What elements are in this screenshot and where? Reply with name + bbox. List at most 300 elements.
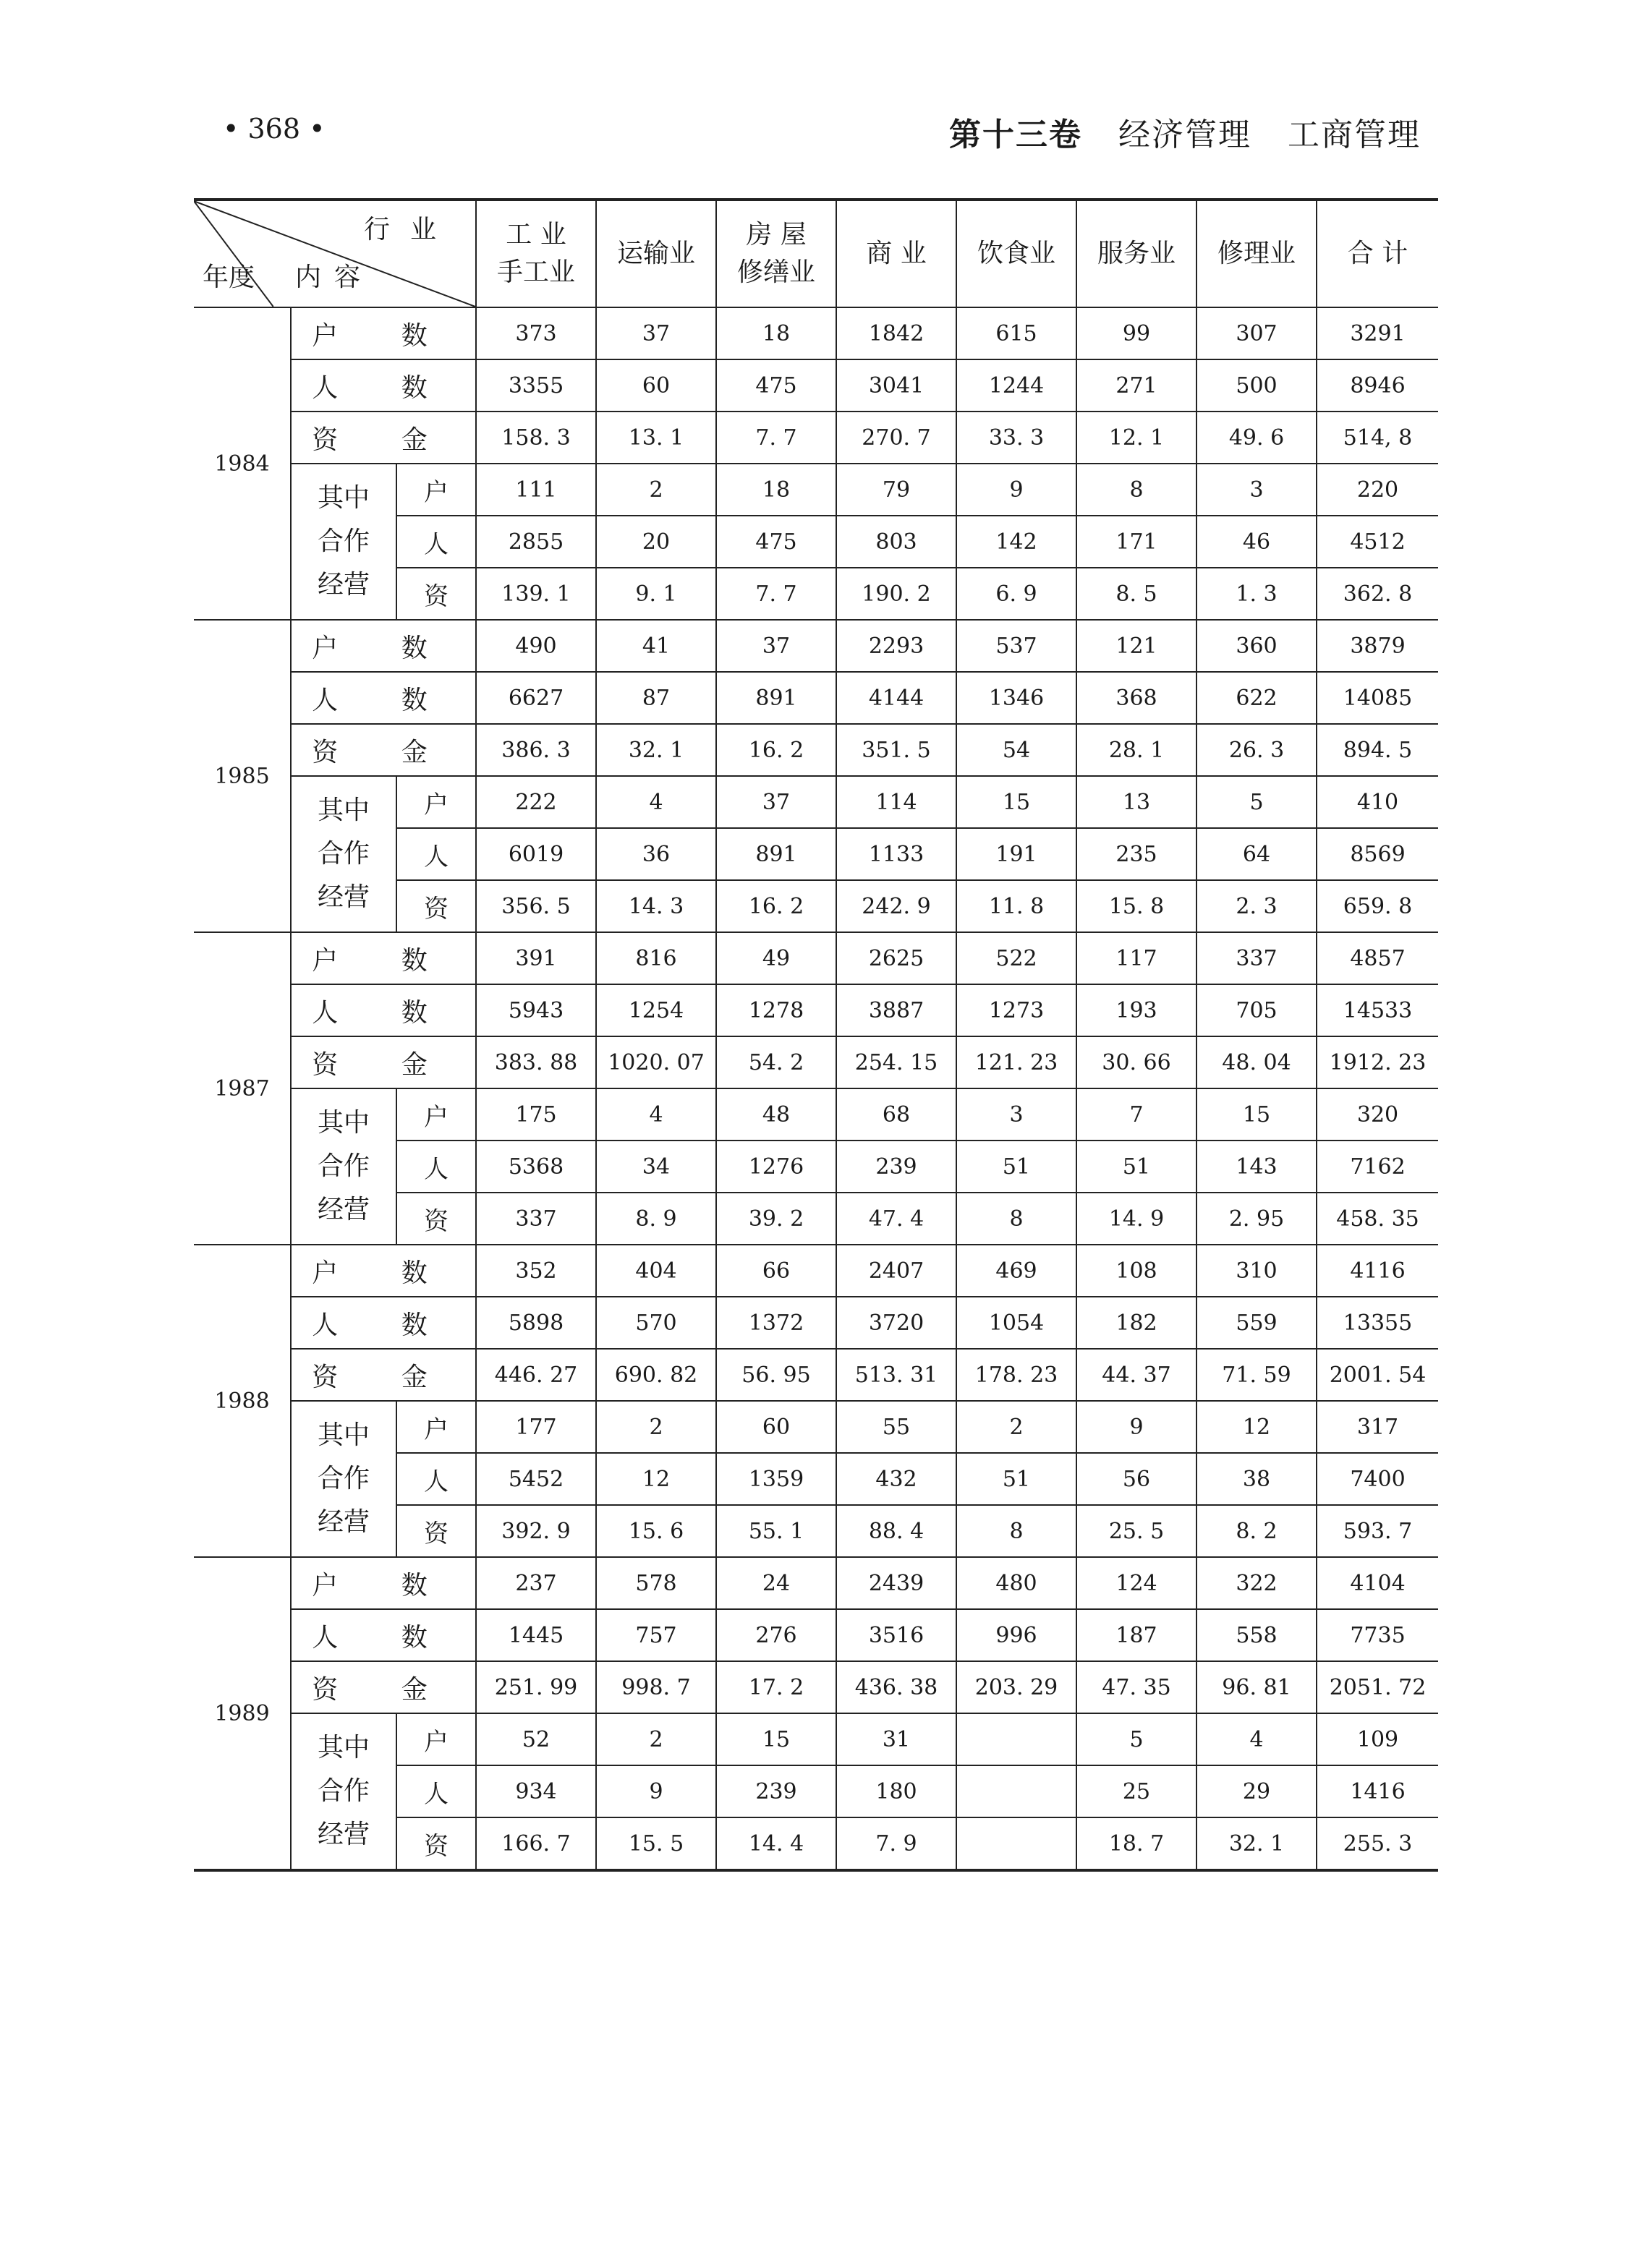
value-cell: 998. 7: [596, 1661, 716, 1713]
value-cell: 54: [956, 724, 1076, 776]
row-label: 户 数: [291, 620, 476, 672]
value-cell: 469: [956, 1245, 1076, 1297]
year-cell: 1989: [194, 1557, 291, 1870]
value-cell: 14. 9: [1076, 1193, 1196, 1245]
value-cell: 111: [476, 464, 596, 516]
value-cell: 14. 4: [716, 1817, 836, 1870]
value-cell: 220: [1317, 464, 1438, 516]
value-cell: 1372: [716, 1297, 836, 1349]
value-cell: 16. 2: [716, 724, 836, 776]
value-cell: 514, 8: [1317, 412, 1438, 464]
value-cell: 4: [1196, 1713, 1317, 1765]
value-cell: 6. 9: [956, 568, 1076, 620]
value-cell: 51: [956, 1453, 1076, 1505]
value-cell: 117: [1076, 932, 1196, 984]
value-cell: 356. 5: [476, 880, 596, 932]
value-cell: 3041: [836, 359, 956, 412]
value-cell: 9: [956, 464, 1076, 516]
value-cell: 816: [596, 932, 716, 984]
value-cell: 2439: [836, 1557, 956, 1609]
value-cell: 178. 23: [956, 1349, 1076, 1401]
value-cell: 352: [476, 1245, 596, 1297]
value-cell: 79: [836, 464, 956, 516]
value-cell: 38: [1196, 1453, 1317, 1505]
value-cell: 87: [596, 672, 716, 724]
diagonal-header-cell: [194, 200, 476, 307]
value-cell: 615: [956, 307, 1076, 359]
value-cell: 142: [956, 516, 1076, 568]
cooperative-label-line: 其中: [317, 1733, 370, 1762]
value-cell: 5: [1076, 1713, 1196, 1765]
year-cell: 1984: [194, 307, 291, 620]
value-cell: 17. 2: [716, 1661, 836, 1713]
value-cell: 109: [1317, 1713, 1438, 1765]
table-row: [194, 1245, 1438, 1297]
value-cell: 4: [596, 1088, 716, 1141]
column-header: 服务业: [1076, 200, 1196, 307]
cooperative-label-line: 经营: [317, 570, 370, 600]
value-cell: 1276: [716, 1141, 836, 1193]
sub-row-label: 户: [396, 1401, 476, 1453]
value-cell: 11. 8: [956, 880, 1076, 932]
value-cell: 12: [596, 1453, 716, 1505]
value-cell: 7. 7: [716, 568, 836, 620]
value-cell: 29: [1196, 1765, 1317, 1817]
value-cell: 2001. 54: [1317, 1349, 1438, 1401]
cooperative-label-line: 经营: [317, 882, 370, 912]
value-cell: [956, 1765, 1076, 1817]
sub-row-label: 户: [396, 1088, 476, 1141]
value-cell: 99: [1076, 307, 1196, 359]
row-label: 人 数: [291, 359, 476, 412]
table-row: [194, 620, 1438, 672]
value-cell: 3879: [1317, 620, 1438, 672]
value-cell: 5368: [476, 1141, 596, 1193]
value-cell: 2: [596, 464, 716, 516]
value-cell: 337: [1196, 932, 1317, 984]
cooperative-label-line: 经营: [317, 1195, 370, 1224]
column-header: 合 计: [1317, 200, 1438, 307]
value-cell: 12. 1: [1076, 412, 1196, 464]
sub-row-label: 人: [396, 1765, 476, 1817]
cooperative-group-label: [291, 464, 396, 620]
sub-row-label: 人: [396, 828, 476, 880]
value-cell: 25. 5: [1076, 1505, 1196, 1557]
value-cell: 2293: [836, 620, 956, 672]
value-cell: 7. 7: [716, 412, 836, 464]
value-cell: 9: [1076, 1401, 1196, 1453]
value-cell: 934: [476, 1765, 596, 1817]
sub-row-label: 资: [396, 1193, 476, 1245]
corner-year-label: 年度: [203, 262, 255, 292]
table-body: [194, 307, 1438, 1870]
cooperative-label-line: 其中: [317, 1420, 370, 1450]
value-cell: 1244: [956, 359, 1076, 412]
value-cell: 351. 5: [836, 724, 956, 776]
table-row: [194, 1297, 1438, 1349]
row-label: 户 数: [291, 932, 476, 984]
value-cell: 690. 82: [596, 1349, 716, 1401]
table-row: [194, 1557, 1438, 1609]
column-header: 工 业 手工业: [476, 200, 596, 307]
value-cell: 18: [716, 307, 836, 359]
year-cell: 1987: [194, 932, 291, 1245]
value-cell: 121. 23: [956, 1036, 1076, 1088]
cooperative-label-line: 其中: [317, 796, 370, 825]
value-cell: 1020. 07: [596, 1036, 716, 1088]
value-cell: 171: [1076, 516, 1196, 568]
cooperative-group-label: [291, 1088, 396, 1245]
year-cell: 1988: [194, 1245, 291, 1557]
value-cell: 307: [1196, 307, 1317, 359]
value-cell: 322: [1196, 1557, 1317, 1609]
value-cell: 48. 04: [1196, 1036, 1317, 1088]
volume-title: 第十三卷: [949, 116, 1082, 153]
sub-row-label: 户: [396, 464, 476, 516]
cooperative-group-label: [291, 776, 396, 932]
value-cell: 4857: [1317, 932, 1438, 984]
value-cell: 270. 7: [836, 412, 956, 464]
table-row: [194, 932, 1438, 984]
value-cell: 386. 3: [476, 724, 596, 776]
value-cell: 1273: [956, 984, 1076, 1036]
value-cell: 36: [596, 828, 716, 880]
table-row: [194, 359, 1438, 412]
running-header: [949, 108, 1421, 155]
sub-row-label: 资: [396, 1505, 476, 1557]
value-cell: 480: [956, 1557, 1076, 1609]
table-row: [194, 1713, 1438, 1765]
value-cell: 3: [1196, 464, 1317, 516]
value-cell: 175: [476, 1088, 596, 1141]
value-cell: 391: [476, 932, 596, 984]
value-cell: 2. 3: [1196, 880, 1317, 932]
value-cell: 383. 88: [476, 1036, 596, 1088]
value-cell: 4144: [836, 672, 956, 724]
value-cell: 8946: [1317, 359, 1438, 412]
row-label: 户 数: [291, 1245, 476, 1297]
value-cell: 1254: [596, 984, 716, 1036]
value-cell: 7162: [1317, 1141, 1438, 1193]
value-cell: 182: [1076, 1297, 1196, 1349]
value-cell: [956, 1713, 1076, 1765]
value-cell: 3291: [1317, 307, 1438, 359]
cooperative-label-line: 其中: [317, 1108, 370, 1138]
value-cell: 8: [956, 1505, 1076, 1557]
sub-row-label: 人: [396, 1453, 476, 1505]
value-cell: 392. 9: [476, 1505, 596, 1557]
row-label: 户 数: [291, 307, 476, 359]
value-cell: 659. 8: [1317, 880, 1438, 932]
value-cell: 5452: [476, 1453, 596, 1505]
cooperative-label-line: 经营: [317, 1507, 370, 1537]
value-cell: 2855: [476, 516, 596, 568]
value-cell: 4104: [1317, 1557, 1438, 1609]
value-cell: 121: [1076, 620, 1196, 672]
value-cell: 49. 6: [1196, 412, 1317, 464]
value-cell: 203. 29: [956, 1661, 1076, 1713]
value-cell: 15: [1196, 1088, 1317, 1141]
value-cell: [956, 1817, 1076, 1870]
table-row: [194, 1349, 1438, 1401]
value-cell: 34: [596, 1141, 716, 1193]
value-cell: 60: [716, 1401, 836, 1453]
value-cell: 360: [1196, 620, 1317, 672]
value-cell: 44. 37: [1076, 1349, 1196, 1401]
column-header: 运输业: [596, 200, 716, 307]
value-cell: 255. 3: [1317, 1817, 1438, 1870]
value-cell: 166. 7: [476, 1817, 596, 1870]
value-cell: 37: [716, 776, 836, 828]
value-cell: 6019: [476, 828, 596, 880]
value-cell: 190. 2: [836, 568, 956, 620]
value-cell: 1359: [716, 1453, 836, 1505]
value-cell: 51: [1076, 1141, 1196, 1193]
cooperative-label-line: 合作: [317, 1151, 370, 1181]
value-cell: 18: [716, 464, 836, 516]
value-cell: 891: [716, 672, 836, 724]
value-cell: 54. 2: [716, 1036, 836, 1088]
value-cell: 9. 1: [596, 568, 716, 620]
value-cell: 6627: [476, 672, 596, 724]
table-row: [194, 307, 1438, 359]
value-cell: 180: [836, 1765, 956, 1817]
value-cell: 559: [1196, 1297, 1317, 1349]
value-cell: 5943: [476, 984, 596, 1036]
table-row: [194, 672, 1438, 724]
table-row: [194, 1036, 1438, 1088]
page-number: • 368 •: [223, 113, 326, 145]
cooperative-label-line: 其中: [317, 483, 370, 513]
value-cell: 1416: [1317, 1765, 1438, 1817]
value-cell: 490: [476, 620, 596, 672]
value-cell: 114: [836, 776, 956, 828]
value-cell: 593. 7: [1317, 1505, 1438, 1557]
value-cell: 5: [1196, 776, 1317, 828]
table-row: [194, 1401, 1438, 1453]
column-header: 房 屋 修缮业: [716, 200, 836, 307]
value-cell: 1912. 23: [1317, 1036, 1438, 1088]
value-cell: 475: [716, 516, 836, 568]
value-cell: 317: [1317, 1401, 1438, 1453]
value-cell: 5898: [476, 1297, 596, 1349]
value-cell: 622: [1196, 672, 1317, 724]
value-cell: 996: [956, 1609, 1076, 1661]
value-cell: 222: [476, 776, 596, 828]
value-cell: 239: [836, 1141, 956, 1193]
value-cell: 15. 6: [596, 1505, 716, 1557]
column-header: 商 业: [836, 200, 956, 307]
year-cell: 1985: [194, 620, 291, 932]
row-label: 人 数: [291, 1297, 476, 1349]
value-cell: 2: [596, 1401, 716, 1453]
value-cell: 1278: [716, 984, 836, 1036]
value-cell: 2. 95: [1196, 1193, 1317, 1245]
value-cell: 64: [1196, 828, 1317, 880]
value-cell: 47. 4: [836, 1193, 956, 1245]
value-cell: 31: [836, 1713, 956, 1765]
value-cell: 124: [1076, 1557, 1196, 1609]
value-cell: 15. 8: [1076, 880, 1196, 932]
row-label: 资 金: [291, 724, 476, 776]
value-cell: 15: [716, 1713, 836, 1765]
cooperative-label-line: 合作: [317, 839, 370, 869]
value-cell: 41: [596, 620, 716, 672]
value-cell: 894. 5: [1317, 724, 1438, 776]
value-cell: 13. 1: [596, 412, 716, 464]
value-cell: 7400: [1317, 1453, 1438, 1505]
row-label: 资 金: [291, 1036, 476, 1088]
table-row: [194, 984, 1438, 1036]
cooperative-label-line: 合作: [317, 1464, 370, 1493]
value-cell: 26. 3: [1196, 724, 1317, 776]
sub-row-label: 人: [396, 516, 476, 568]
table-row: [194, 724, 1438, 776]
value-cell: 3516: [836, 1609, 956, 1661]
cooperative-label-line: 经营: [317, 1820, 370, 1849]
value-cell: 13355: [1317, 1297, 1438, 1349]
value-cell: 251. 99: [476, 1661, 596, 1713]
value-cell: 30. 66: [1076, 1036, 1196, 1088]
value-cell: 1445: [476, 1609, 596, 1661]
value-cell: 46: [1196, 516, 1317, 568]
value-cell: 8. 5: [1076, 568, 1196, 620]
value-cell: 12: [1196, 1401, 1317, 1453]
column-header: 修理业: [1196, 200, 1317, 307]
value-cell: 254. 15: [836, 1036, 956, 1088]
value-cell: 458. 35: [1317, 1193, 1438, 1245]
value-cell: 49: [716, 932, 836, 984]
cooperative-label-line: 合作: [317, 1776, 370, 1806]
value-cell: 39. 2: [716, 1193, 836, 1245]
value-cell: 18. 7: [1076, 1817, 1196, 1870]
value-cell: 2: [956, 1401, 1076, 1453]
value-cell: 60: [596, 359, 716, 412]
table-row: [194, 464, 1438, 516]
sub-row-label: 户: [396, 1713, 476, 1765]
value-cell: 13: [1076, 776, 1196, 828]
table-row: [194, 1661, 1438, 1713]
sub-row-label: 资: [396, 880, 476, 932]
value-cell: 51: [956, 1141, 1076, 1193]
value-cell: 235: [1076, 828, 1196, 880]
value-cell: 310: [1196, 1245, 1317, 1297]
sub-row-label: 人: [396, 1141, 476, 1193]
value-cell: 16. 2: [716, 880, 836, 932]
value-cell: 143: [1196, 1141, 1317, 1193]
value-cell: 7735: [1317, 1609, 1438, 1661]
row-label: 户 数: [291, 1557, 476, 1609]
value-cell: 8. 9: [596, 1193, 716, 1245]
value-cell: 37: [716, 620, 836, 672]
value-cell: 14085: [1317, 672, 1438, 724]
value-cell: 500: [1196, 359, 1317, 412]
value-cell: 271: [1076, 359, 1196, 412]
value-cell: 7. 9: [836, 1817, 956, 1870]
value-cell: 3887: [836, 984, 956, 1036]
value-cell: 66: [716, 1245, 836, 1297]
value-cell: 3355: [476, 359, 596, 412]
row-label: 人 数: [291, 1609, 476, 1661]
value-cell: 522: [956, 932, 1076, 984]
value-cell: 537: [956, 620, 1076, 672]
value-cell: 578: [596, 1557, 716, 1609]
value-cell: 4512: [1317, 516, 1438, 568]
value-cell: 191: [956, 828, 1076, 880]
value-cell: 56: [1076, 1453, 1196, 1505]
value-cell: 368: [1076, 672, 1196, 724]
value-cell: 1346: [956, 672, 1076, 724]
value-cell: 2: [596, 1713, 716, 1765]
column-header: 饮食业: [956, 200, 1076, 307]
value-cell: 32. 1: [596, 724, 716, 776]
value-cell: 2051. 72: [1317, 1661, 1438, 1713]
value-cell: 705: [1196, 984, 1317, 1036]
value-cell: 337: [476, 1193, 596, 1245]
value-cell: 187: [1076, 1609, 1196, 1661]
value-cell: 446. 27: [476, 1349, 596, 1401]
row-label: 人 数: [291, 984, 476, 1036]
value-cell: 4116: [1317, 1245, 1438, 1297]
value-cell: 242. 9: [836, 880, 956, 932]
value-cell: 1133: [836, 828, 956, 880]
value-cell: 158. 3: [476, 412, 596, 464]
cooperative-label-line: 合作: [317, 526, 370, 556]
value-cell: 239: [716, 1765, 836, 1817]
value-cell: 15: [956, 776, 1076, 828]
value-cell: 108: [1076, 1245, 1196, 1297]
value-cell: 56. 95: [716, 1349, 836, 1401]
row-label: 资 金: [291, 412, 476, 464]
value-cell: 8: [1076, 464, 1196, 516]
row-label: 资 金: [291, 1661, 476, 1713]
statistics-table: [194, 198, 1438, 1872]
value-cell: 2625: [836, 932, 956, 984]
value-cell: 139. 1: [476, 568, 596, 620]
corner-content-label: 内容: [295, 262, 374, 292]
value-cell: 14. 3: [596, 880, 716, 932]
sub-row-label: 资: [396, 1817, 476, 1870]
value-cell: 3: [956, 1088, 1076, 1141]
value-cell: 47. 35: [1076, 1661, 1196, 1713]
value-cell: 52: [476, 1713, 596, 1765]
value-cell: 55. 1: [716, 1505, 836, 1557]
value-cell: 177: [476, 1401, 596, 1453]
chapter-title: 经济管理: [1118, 116, 1251, 153]
value-cell: 436. 38: [836, 1661, 956, 1713]
value-cell: 8. 2: [1196, 1505, 1317, 1557]
value-cell: 373: [476, 307, 596, 359]
sub-row-label: 资: [396, 568, 476, 620]
value-cell: 28. 1: [1076, 724, 1196, 776]
sub-row-label: 户: [396, 776, 476, 828]
value-cell: 237: [476, 1557, 596, 1609]
value-cell: 8569: [1317, 828, 1438, 880]
value-cell: 1. 3: [1196, 568, 1317, 620]
value-cell: 432: [836, 1453, 956, 1505]
value-cell: 362. 8: [1317, 568, 1438, 620]
value-cell: 757: [596, 1609, 716, 1661]
value-cell: 88. 4: [836, 1505, 956, 1557]
value-cell: 803: [836, 516, 956, 568]
value-cell: 1054: [956, 1297, 1076, 1349]
row-label: 资 金: [291, 1349, 476, 1401]
value-cell: 20: [596, 516, 716, 568]
corner-industry-label: 行业: [364, 215, 457, 244]
value-cell: 475: [716, 359, 836, 412]
value-cell: 8: [956, 1193, 1076, 1245]
value-cell: 404: [596, 1245, 716, 1297]
